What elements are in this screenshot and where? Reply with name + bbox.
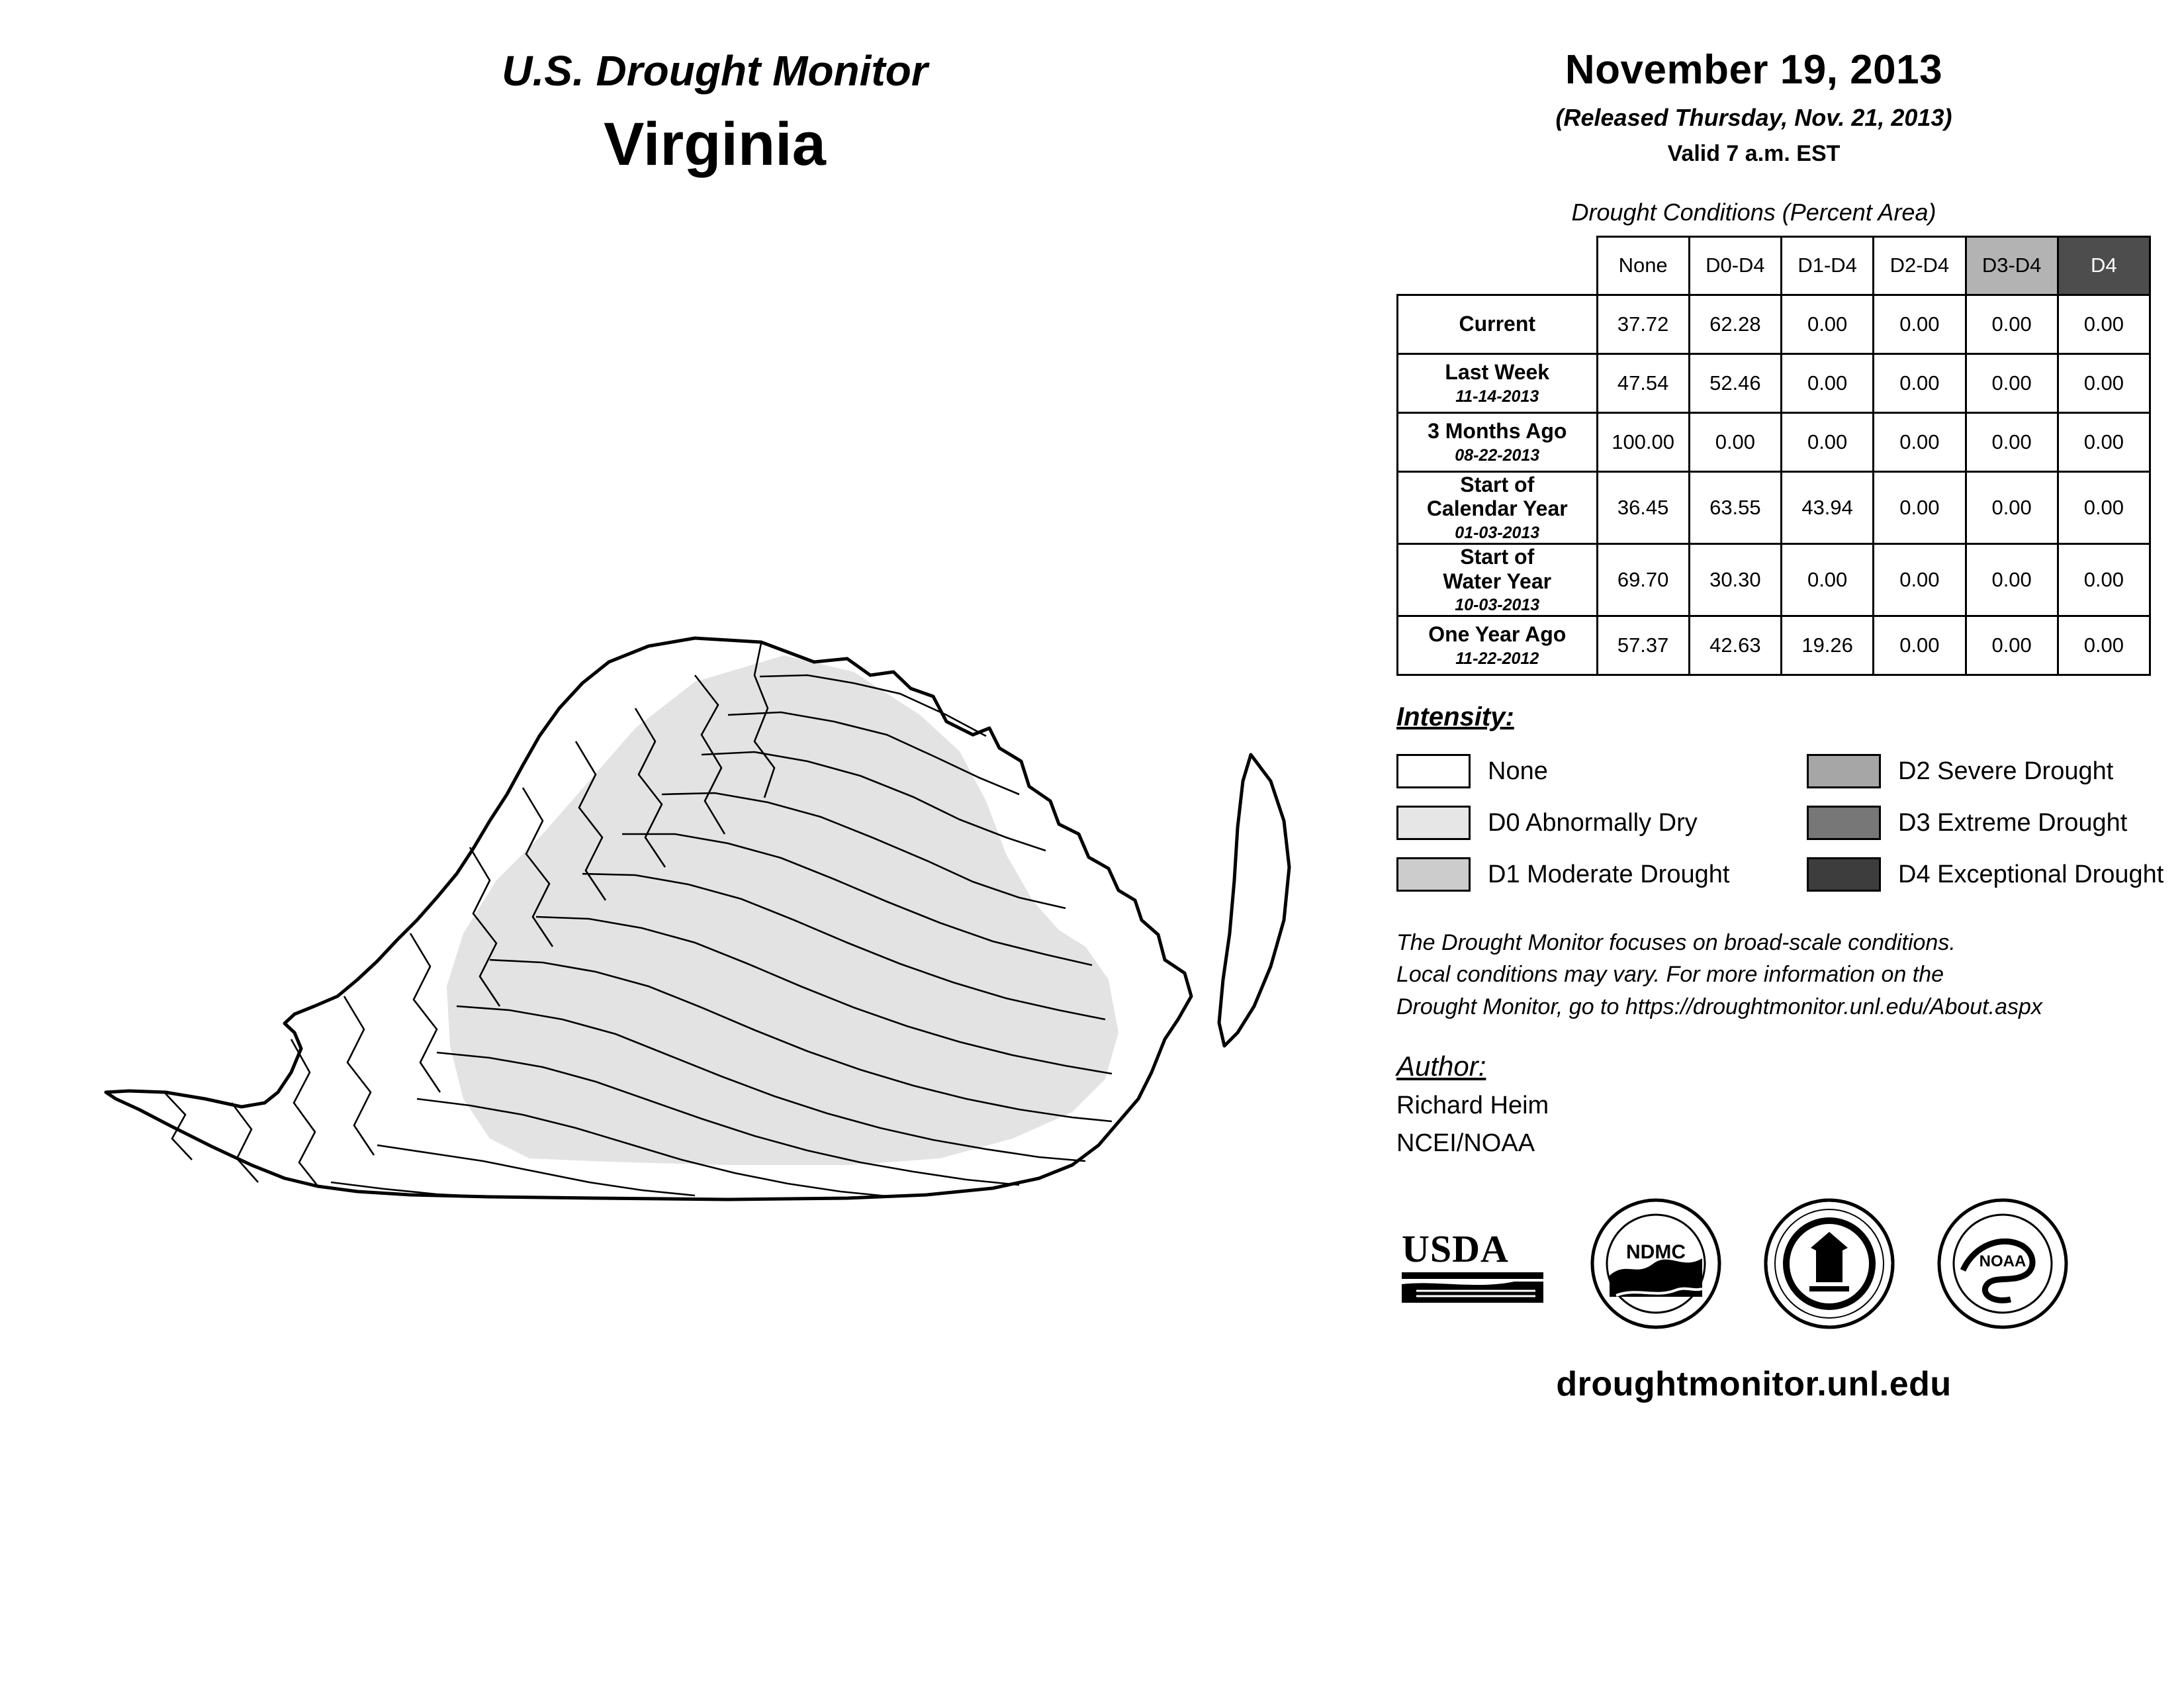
cell-lastweek-d2d4: 0.00 bbox=[1874, 353, 1966, 412]
valid-time: Valid 7 a.m. EST bbox=[1667, 141, 1841, 166]
cell-3months-d1d4: 0.00 bbox=[1782, 412, 1874, 471]
column-header-d0-d4: D0-D4 bbox=[1689, 237, 1781, 295]
row-label-text: 3 Months Ago bbox=[1428, 418, 1567, 443]
state-title: Virginia bbox=[604, 111, 826, 178]
table-header-row bbox=[1398, 237, 2150, 295]
disclaimer-text bbox=[1396, 927, 2151, 1023]
cell-oneyear-d3d4: 0.00 bbox=[1966, 616, 2058, 675]
legend-swatch-d1 bbox=[1396, 857, 1471, 892]
cell-wateryear-d4: 0.00 bbox=[2058, 543, 2150, 616]
legend-label-d4: D4 Exceptional Drought bbox=[1898, 860, 2164, 888]
cell-wateryear-d3d4: 0.00 bbox=[1966, 543, 2058, 616]
disclaimer-line-1: The Drought Monitor focuses on broad-scale conditions. bbox=[1396, 930, 1956, 956]
row-label-3-months-ago bbox=[1398, 412, 1598, 471]
row-label-text: One Year Ago bbox=[1428, 622, 1567, 647]
cell-wateryear-none: 69.70 bbox=[1597, 543, 1689, 616]
cell-wateryear-d2d4: 0.00 bbox=[1874, 543, 1966, 616]
map-d0-region bbox=[447, 655, 1118, 1165]
row-label-date: 08-22-2013 bbox=[1455, 445, 1540, 465]
row-label-one-year-ago bbox=[1398, 616, 1598, 675]
row-label-date: 01-03-2013 bbox=[1455, 524, 1540, 543]
program-title: U.S. Drought Monitor bbox=[502, 47, 928, 95]
column-header-d3-d4: D3-D4 bbox=[1966, 237, 2058, 295]
row-label-date: 11-14-2013 bbox=[1455, 387, 1539, 406]
cell-oneyear-d2d4: 0.00 bbox=[1874, 616, 1966, 675]
intensity-legend bbox=[1396, 745, 2164, 900]
table-row bbox=[1398, 543, 2150, 616]
right-column bbox=[1357, 46, 2164, 1404]
release-date: (Released Thursday, Nov. 21, 2013) bbox=[1555, 104, 1952, 131]
cell-lastweek-d0d4: 52.46 bbox=[1689, 353, 1781, 412]
cell-calyear-d4: 0.00 bbox=[2058, 471, 2150, 543]
cell-lastweek-d4: 0.00 bbox=[2058, 353, 2150, 412]
title-block bbox=[285, 46, 1145, 179]
cell-oneyear-d4: 0.00 bbox=[2058, 616, 2150, 675]
svg-text:NOAA: NOAA bbox=[1979, 1252, 2026, 1270]
cell-3months-none: 100.00 bbox=[1597, 412, 1689, 471]
legend-swatch-none bbox=[1396, 754, 1471, 788]
legend-item-d1 bbox=[1396, 857, 1807, 892]
row-label-text: Start of Calendar Year bbox=[1426, 472, 1568, 521]
cell-oneyear-d0d4: 42.63 bbox=[1689, 616, 1781, 675]
cell-calyear-d2d4: 0.00 bbox=[1874, 471, 1966, 543]
row-label-text: Start of Water Year bbox=[1443, 544, 1552, 593]
table-row bbox=[1398, 412, 2150, 471]
row-label-current bbox=[1398, 295, 1598, 353]
svg-text:USDA: USDA bbox=[1402, 1227, 1509, 1270]
cell-3months-d2d4: 0.00 bbox=[1874, 412, 1966, 471]
cell-calyear-d0d4: 63.55 bbox=[1689, 471, 1781, 543]
table-row bbox=[1398, 353, 2150, 412]
column-header-none: None bbox=[1597, 237, 1689, 295]
row-label-start-water-year bbox=[1398, 543, 1598, 616]
column-header-d1-d4: D1-D4 bbox=[1782, 237, 1874, 295]
legend-item-none bbox=[1396, 754, 1807, 788]
table-corner-cell bbox=[1398, 237, 1598, 295]
cell-current-d3d4: 0.00 bbox=[1966, 295, 2058, 353]
row-label-date: 10-03-2013 bbox=[1455, 596, 1540, 615]
table-caption: Drought Conditions (Percent Area) bbox=[1571, 199, 1936, 226]
cell-wateryear-d0d4: 30.30 bbox=[1689, 543, 1781, 616]
legend-swatch-d0 bbox=[1396, 806, 1471, 840]
author-organization: NCEI/NOAA bbox=[1396, 1129, 1535, 1157]
cell-lastweek-none: 47.54 bbox=[1597, 353, 1689, 412]
row-label-start-calendar-year bbox=[1398, 471, 1598, 543]
doc-logo bbox=[1763, 1197, 1895, 1330]
virginia-drought-map bbox=[66, 635, 1350, 1231]
cell-oneyear-d1d4: 19.26 bbox=[1782, 616, 1874, 675]
legend-item-d2 bbox=[1807, 754, 2184, 788]
intensity-heading: Intensity: bbox=[1396, 702, 1514, 732]
legend-swatch-d3 bbox=[1807, 806, 1881, 840]
legend-label-d1: D1 Moderate Drought bbox=[1488, 860, 1730, 888]
legend-item-d4 bbox=[1807, 857, 2184, 892]
cell-oneyear-none: 57.37 bbox=[1597, 616, 1689, 675]
row-label-date: 11-22-2012 bbox=[1455, 649, 1539, 669]
cell-3months-d4: 0.00 bbox=[2058, 412, 2150, 471]
legend-swatch-d2 bbox=[1807, 754, 1881, 788]
table-row bbox=[1398, 295, 2150, 353]
cell-calyear-d1d4: 43.94 bbox=[1782, 471, 1874, 543]
cell-current-d1d4: 0.00 bbox=[1782, 295, 1874, 353]
logo-row bbox=[1396, 1197, 2151, 1330]
author-heading: Author: bbox=[1396, 1050, 1486, 1082]
legend-label-d2: D2 Severe Drought bbox=[1898, 757, 2114, 785]
disclaimer-line-3: Drought Monitor, go to https://droughtmonitor.unl.edu/About.aspx bbox=[1396, 994, 2042, 1019]
cell-3months-d0d4: 0.00 bbox=[1689, 412, 1781, 471]
legend-item-d0 bbox=[1396, 806, 1807, 840]
legend-item-d3 bbox=[1807, 806, 2184, 840]
cell-current-d2d4: 0.00 bbox=[1874, 295, 1966, 353]
row-label-text: Last Week bbox=[1445, 359, 1550, 384]
noaa-logo bbox=[1936, 1197, 2069, 1330]
cell-wateryear-d1d4: 0.00 bbox=[1782, 543, 1874, 616]
table-row bbox=[1398, 616, 2150, 675]
cell-current-d4: 0.00 bbox=[2058, 295, 2150, 353]
author-name: Richard Heim bbox=[1396, 1091, 1549, 1119]
cell-calyear-none: 36.45 bbox=[1597, 471, 1689, 543]
ndmc-logo bbox=[1590, 1197, 1722, 1330]
column-header-d2-d4: D2-D4 bbox=[1874, 237, 1966, 295]
cell-3months-d3d4: 0.00 bbox=[1966, 412, 2058, 471]
svg-text:NDMC: NDMC bbox=[1626, 1241, 1686, 1263]
legend-label-d0: D0 Abnormally Dry bbox=[1488, 808, 1698, 837]
usda-logo bbox=[1396, 1221, 1549, 1307]
row-label-text: Current bbox=[1459, 312, 1536, 336]
cell-current-d0d4: 62.28 bbox=[1689, 295, 1781, 353]
disclaimer-line-2: Local conditions may vary. For more information on the bbox=[1396, 962, 1944, 988]
cell-lastweek-d1d4: 0.00 bbox=[1782, 353, 1874, 412]
map-date: November 19, 2013 bbox=[1565, 47, 1943, 93]
cell-lastweek-d3d4: 0.00 bbox=[1966, 353, 2058, 412]
drought-conditions-table bbox=[1396, 236, 2151, 676]
legend-swatch-d4 bbox=[1807, 857, 1881, 892]
legend-label-none: None bbox=[1488, 757, 1548, 785]
footer-url[interactable]: droughtmonitor.unl.edu bbox=[1556, 1364, 1952, 1403]
legend-label-d3: D3 Extreme Drought bbox=[1898, 808, 2128, 837]
row-label-last-week bbox=[1398, 353, 1598, 412]
column-header-d4: D4 bbox=[2058, 237, 2150, 295]
table-row bbox=[1398, 471, 2150, 543]
cell-current-none: 37.72 bbox=[1597, 295, 1689, 353]
cell-calyear-d3d4: 0.00 bbox=[1966, 471, 2058, 543]
